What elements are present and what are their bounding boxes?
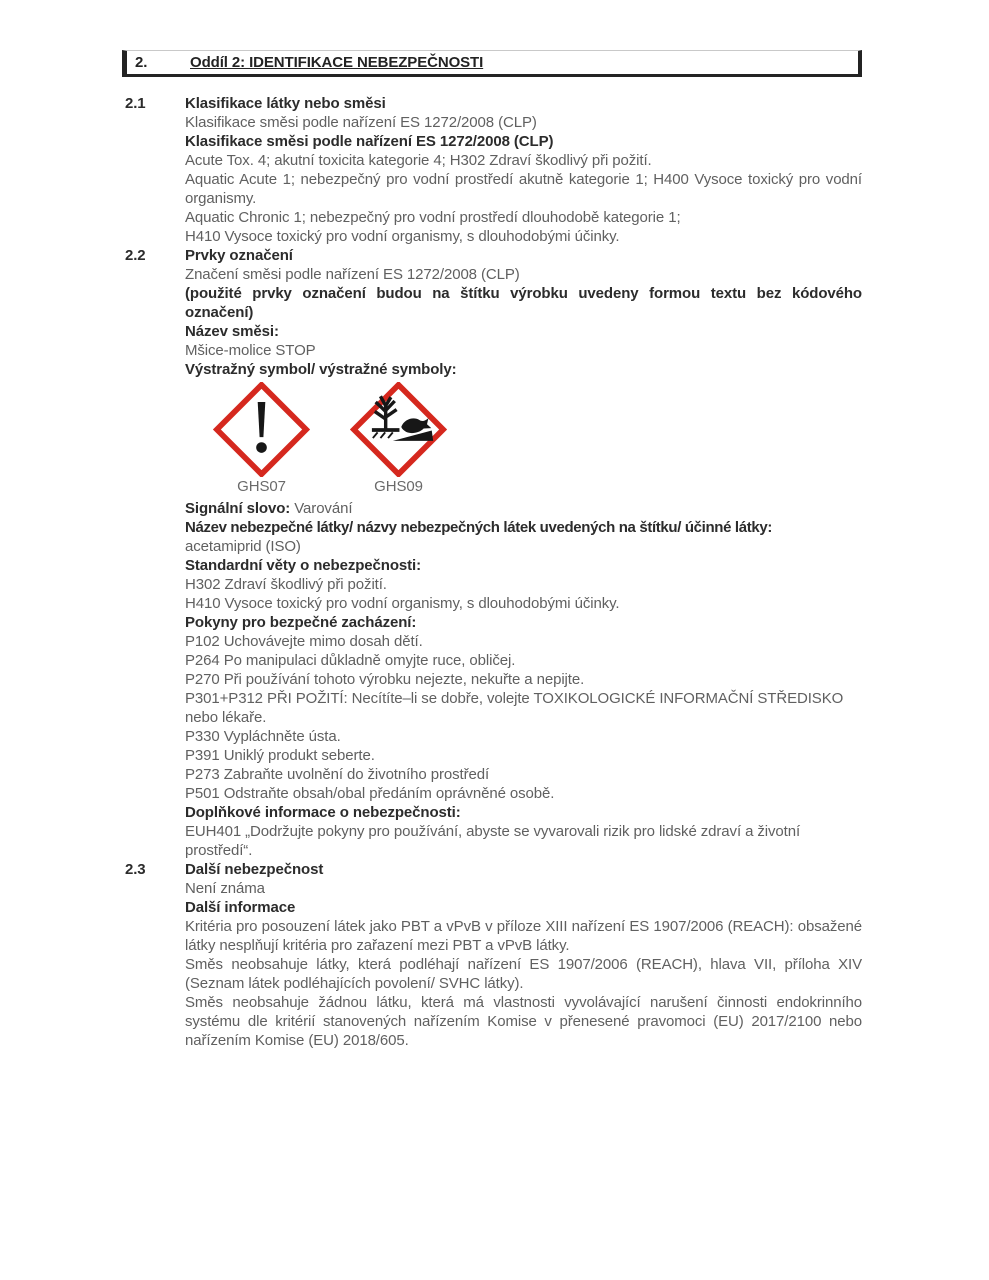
section-header-title: Oddíl 2: IDENTIFIKACE NEBEZPEČNOSTI xyxy=(190,54,484,71)
active-substance: acetamiprid (ISO) xyxy=(185,538,301,555)
clp-classification-note: Klasifikace směsi podle nařízení ES 1272/2008 (CLP) xyxy=(185,114,537,131)
section-number: 2.2 xyxy=(125,247,146,264)
ghs09-label: GHS09 xyxy=(374,478,423,495)
precautionary-p301-p312: P301+P312 PŘI POŽITÍ: Necítíte–li se dobře, volejte TOXIKOLOGICKÉ INFORMAČNÍ STŘEDISKO nebo lékaře. xyxy=(185,690,844,726)
h410-line: H410 Vysoce toxický pro vodní organismy, s dlouhodobými účinky. xyxy=(185,228,620,245)
pbt-vpvb-paragraph: Kritéria pro posouzení látek jako PBT a vPvB v příloze XIII nařízení ES 1907/2006 (REACH): obsažené látky nesplňují kritéria pro zařazení mezi PBT a vPvB látky. xyxy=(185,918,862,954)
other-hazards-heading: Další nebezpečnost xyxy=(185,861,324,878)
ghs07-pictogram xyxy=(213,382,310,496)
pictogram-row xyxy=(213,382,862,496)
section-header-number: 2. xyxy=(135,54,148,71)
classification-heading: Klasifikace látky nebo směsi xyxy=(185,95,386,112)
precautionary-heading: Pokyny pro bezpečné zacházení: xyxy=(185,614,417,631)
section-header xyxy=(122,50,862,77)
mixture-name: Mšice-molice STOP xyxy=(185,342,316,359)
ghs07-exclamation-icon xyxy=(213,382,310,477)
other-info-heading: Další informace xyxy=(185,899,296,916)
ghs07-label: GHS07 xyxy=(237,478,286,495)
section-2-3 xyxy=(0,860,989,1050)
hazard-statement-h302: H302 Zdraví škodlivý při požití. xyxy=(185,576,387,593)
precautionary-p330: P330 Vypláchněte ústa. xyxy=(185,728,341,745)
aquatic-chronic-line: Aquatic Chronic 1; nebezpečný pro vodní prostředí dlouhodobě kategorie 1; xyxy=(185,209,681,226)
section-2-2 xyxy=(0,246,989,860)
pictogram-heading: Výstražný symbol/ výstražné symboly: xyxy=(185,361,457,378)
label-elements-heading: Prvky označení xyxy=(185,247,293,264)
precautionary-p270: P270 Při používání tohoto výrobku nejezte, nekuřte a nepijte. xyxy=(185,671,585,688)
signal-word-label: Signální slovo: xyxy=(185,500,291,517)
supplemental-heading: Doplňkové informace o nebezpečnosti: xyxy=(185,804,461,821)
aquatic-acute-line: Aquatic Acute 1; nebezpečný pro vodní prostředí akutně kategorie 1; H400 Vysoce toxický pro vodní organismy. xyxy=(185,171,862,207)
hazard-names-heading: Název nebezpečné látky/ názvy nebezpečných látek uvedených na štítku/ účinné látky: xyxy=(185,519,773,536)
acute-tox-line: Acute Tox. 4; akutní toxicita kategorie 4; H302 Zdraví škodlivý při požití. xyxy=(185,152,652,169)
ghs09-pictogram xyxy=(350,382,447,496)
reach-annex-xiv-paragraph: Směs neobsahuje látky, která podléhají nařízení ES 1907/2006 (REACH), hlava VII, příloha XIV (Seznam látek podléhajících povolení/ SVHC látky). xyxy=(185,956,862,992)
precautionary-p102: P102 Uchovávejte mimo dosah dětí. xyxy=(185,633,423,650)
mixture-name-label: Název směsi: xyxy=(185,323,279,340)
precautionary-p273: P273 Zabraňte uvolnění do životního prostředí xyxy=(185,766,490,783)
section-content xyxy=(0,94,989,1050)
section-number: 2.1 xyxy=(125,95,146,112)
supplemental-euh401: EUH401 „Dodržujte pokyny pro používání, abyste se vyvarovali rizik pro lidské zdraví a životní prostředí“. xyxy=(185,823,801,859)
other-hazards-value: Není známa xyxy=(185,880,265,897)
clp-classification-heading: Klasifikace směsi podle nařízení ES 1272/2008 (CLP) xyxy=(185,133,554,150)
signal-word-line xyxy=(185,499,862,518)
section-number: 2.3 xyxy=(125,861,146,878)
signal-word-value: Varování xyxy=(294,500,353,517)
ghs09-environment-icon xyxy=(350,382,447,477)
endocrine-paragraph: Směs neobsahuje žádnou látku, která má vlastnosti vyvolávající narušení činnosti endokrinního systému dle kritérií stanovených nařízením Komise v přenesené pravomoci (EU) 2017/2100 nebo nařízením Komise (EU) 2018/605. xyxy=(185,994,862,1049)
section-body xyxy=(185,860,862,1050)
hazard-statements-heading: Standardní věty o nebezpečnosti: xyxy=(185,557,422,574)
precautionary-p264: P264 Po manipulaci důkladně omyjte ruce, obličej. xyxy=(185,652,516,669)
precautionary-p391: P391 Uniklý produkt seberte. xyxy=(185,747,375,764)
section-2-1 xyxy=(0,94,989,246)
labelling-note: Značení směsi podle nařízení ES 1272/2008 (CLP) xyxy=(185,266,520,283)
section-body xyxy=(185,94,862,246)
precautionary-p501: P501 Odstraňte obsah/obal předáním oprávněné osobě. xyxy=(185,785,555,802)
hazard-statement-h410: H410 Vysoce toxický pro vodní organismy, s dlouhodobými účinky. xyxy=(185,595,620,612)
code-note: (použité prvky označení budou na štítku výrobku uvedeny formou textu bez kódového označení) xyxy=(185,285,862,321)
section-body xyxy=(185,246,862,860)
